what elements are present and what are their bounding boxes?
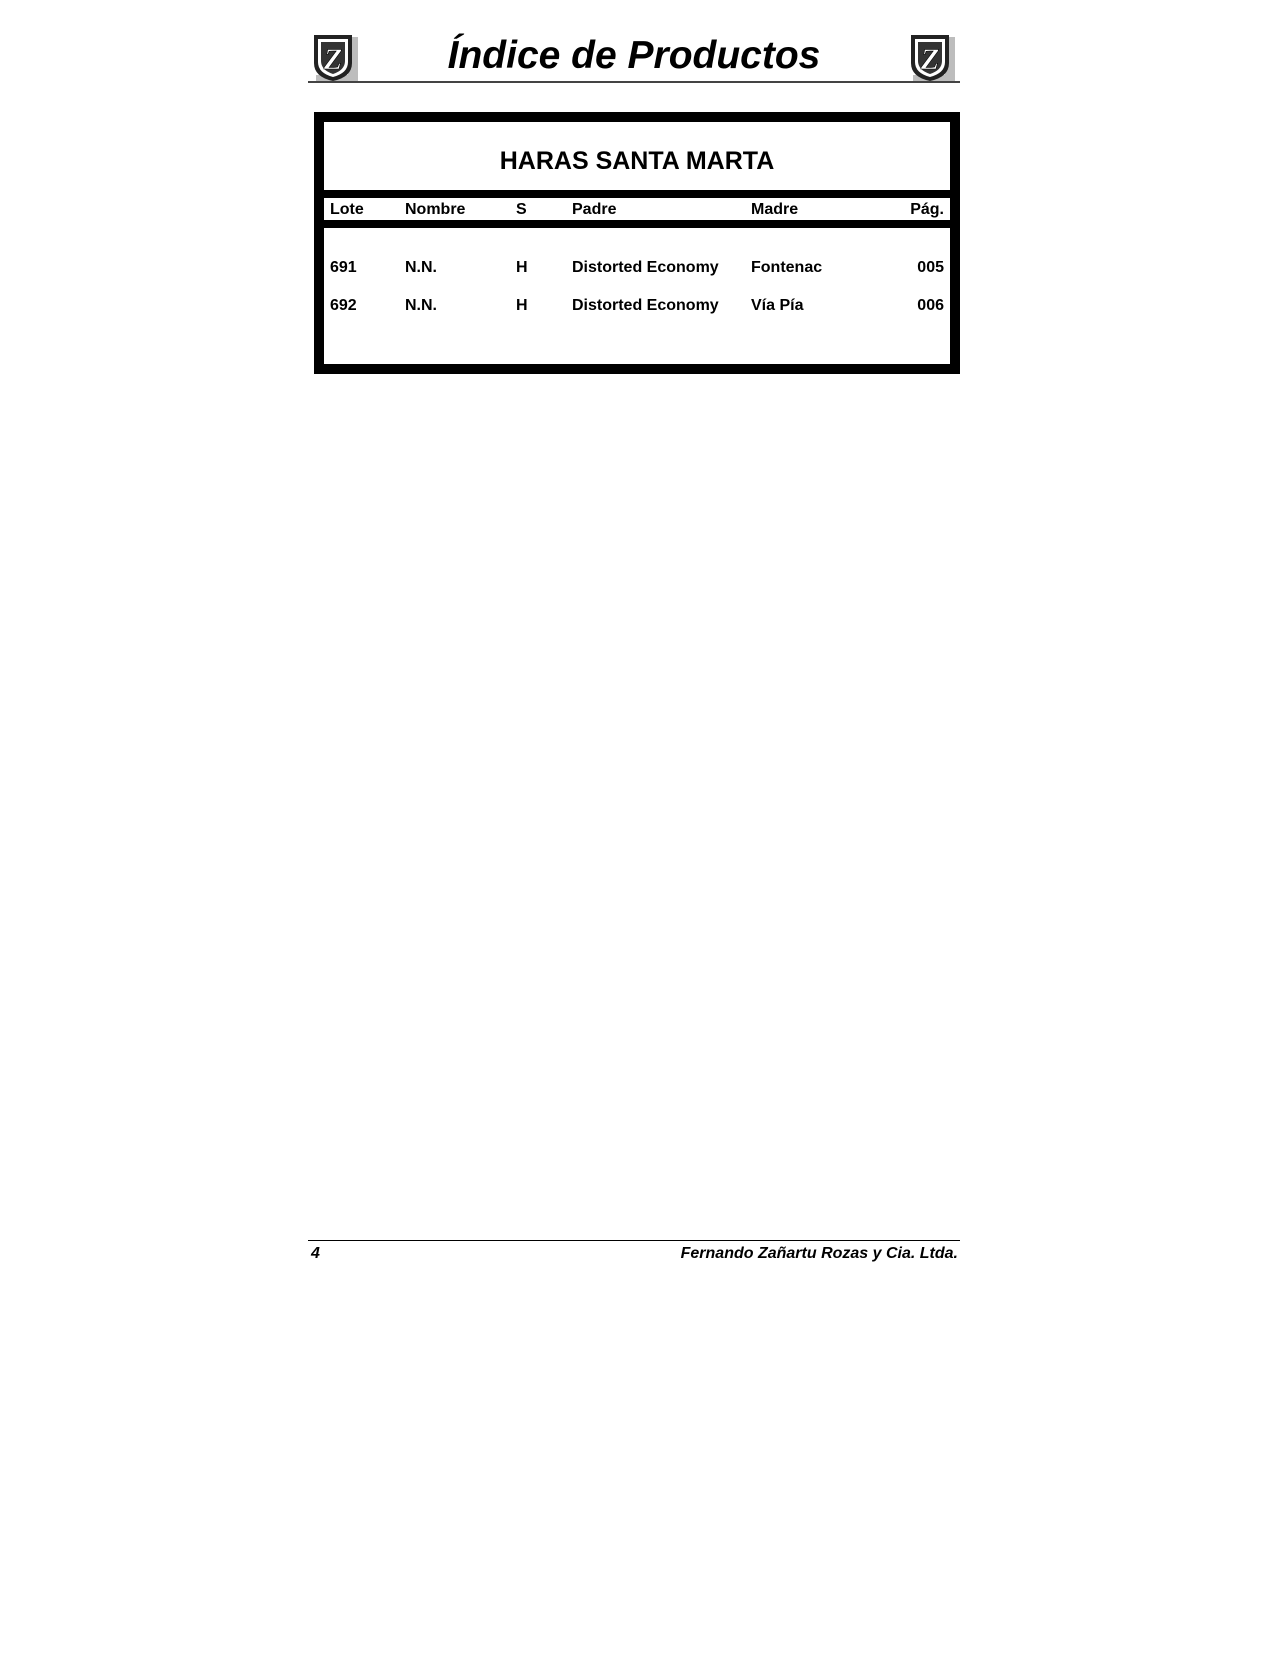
cell-madre: Vía Pía [751,297,804,314]
page-title: Índice de Productos [447,34,821,77]
company-logo-right [909,33,957,83]
cell-pagina: 005 [917,259,944,276]
column-header-padre: Padre [572,201,617,218]
header-divider [308,81,960,83]
cell-padre: Distorted Economy [572,297,719,314]
cell-nombre: N.N. [405,259,437,276]
table-body [324,228,950,364]
cell-lote: 691 [330,259,357,276]
cell-sexo: H [516,297,528,314]
svg-text:Z: Z [323,43,343,76]
column-header-sexo: S [516,201,527,218]
product-index-table [314,112,960,374]
column-header-madre: Madre [751,201,799,218]
cell-sexo: H [516,259,528,276]
column-header-pagina: Pág. [910,201,944,218]
svg-text:Z: Z [920,43,940,76]
cell-madre: Fontenac [751,259,823,276]
table-title-cell [324,122,950,190]
footer-divider [308,1240,960,1241]
footer-page-number: 4 [311,1245,320,1262]
table-title: HARAS SANTA MARTA [499,147,775,175]
cell-nombre: N.N. [405,297,437,314]
cell-padre: Distorted Economy [572,259,719,276]
cell-pagina: 006 [917,297,944,314]
column-header-nombre: Nombre [405,201,466,218]
company-logo-left [312,33,360,83]
column-header-lote: Lote [330,201,364,218]
cell-lote: 692 [330,297,357,314]
footer-company-name: Fernando Zañartu Rozas y Cia. Ltda. [680,1245,958,1262]
table-row [324,258,950,282]
table-row [324,296,950,320]
table-header-row [324,198,950,220]
